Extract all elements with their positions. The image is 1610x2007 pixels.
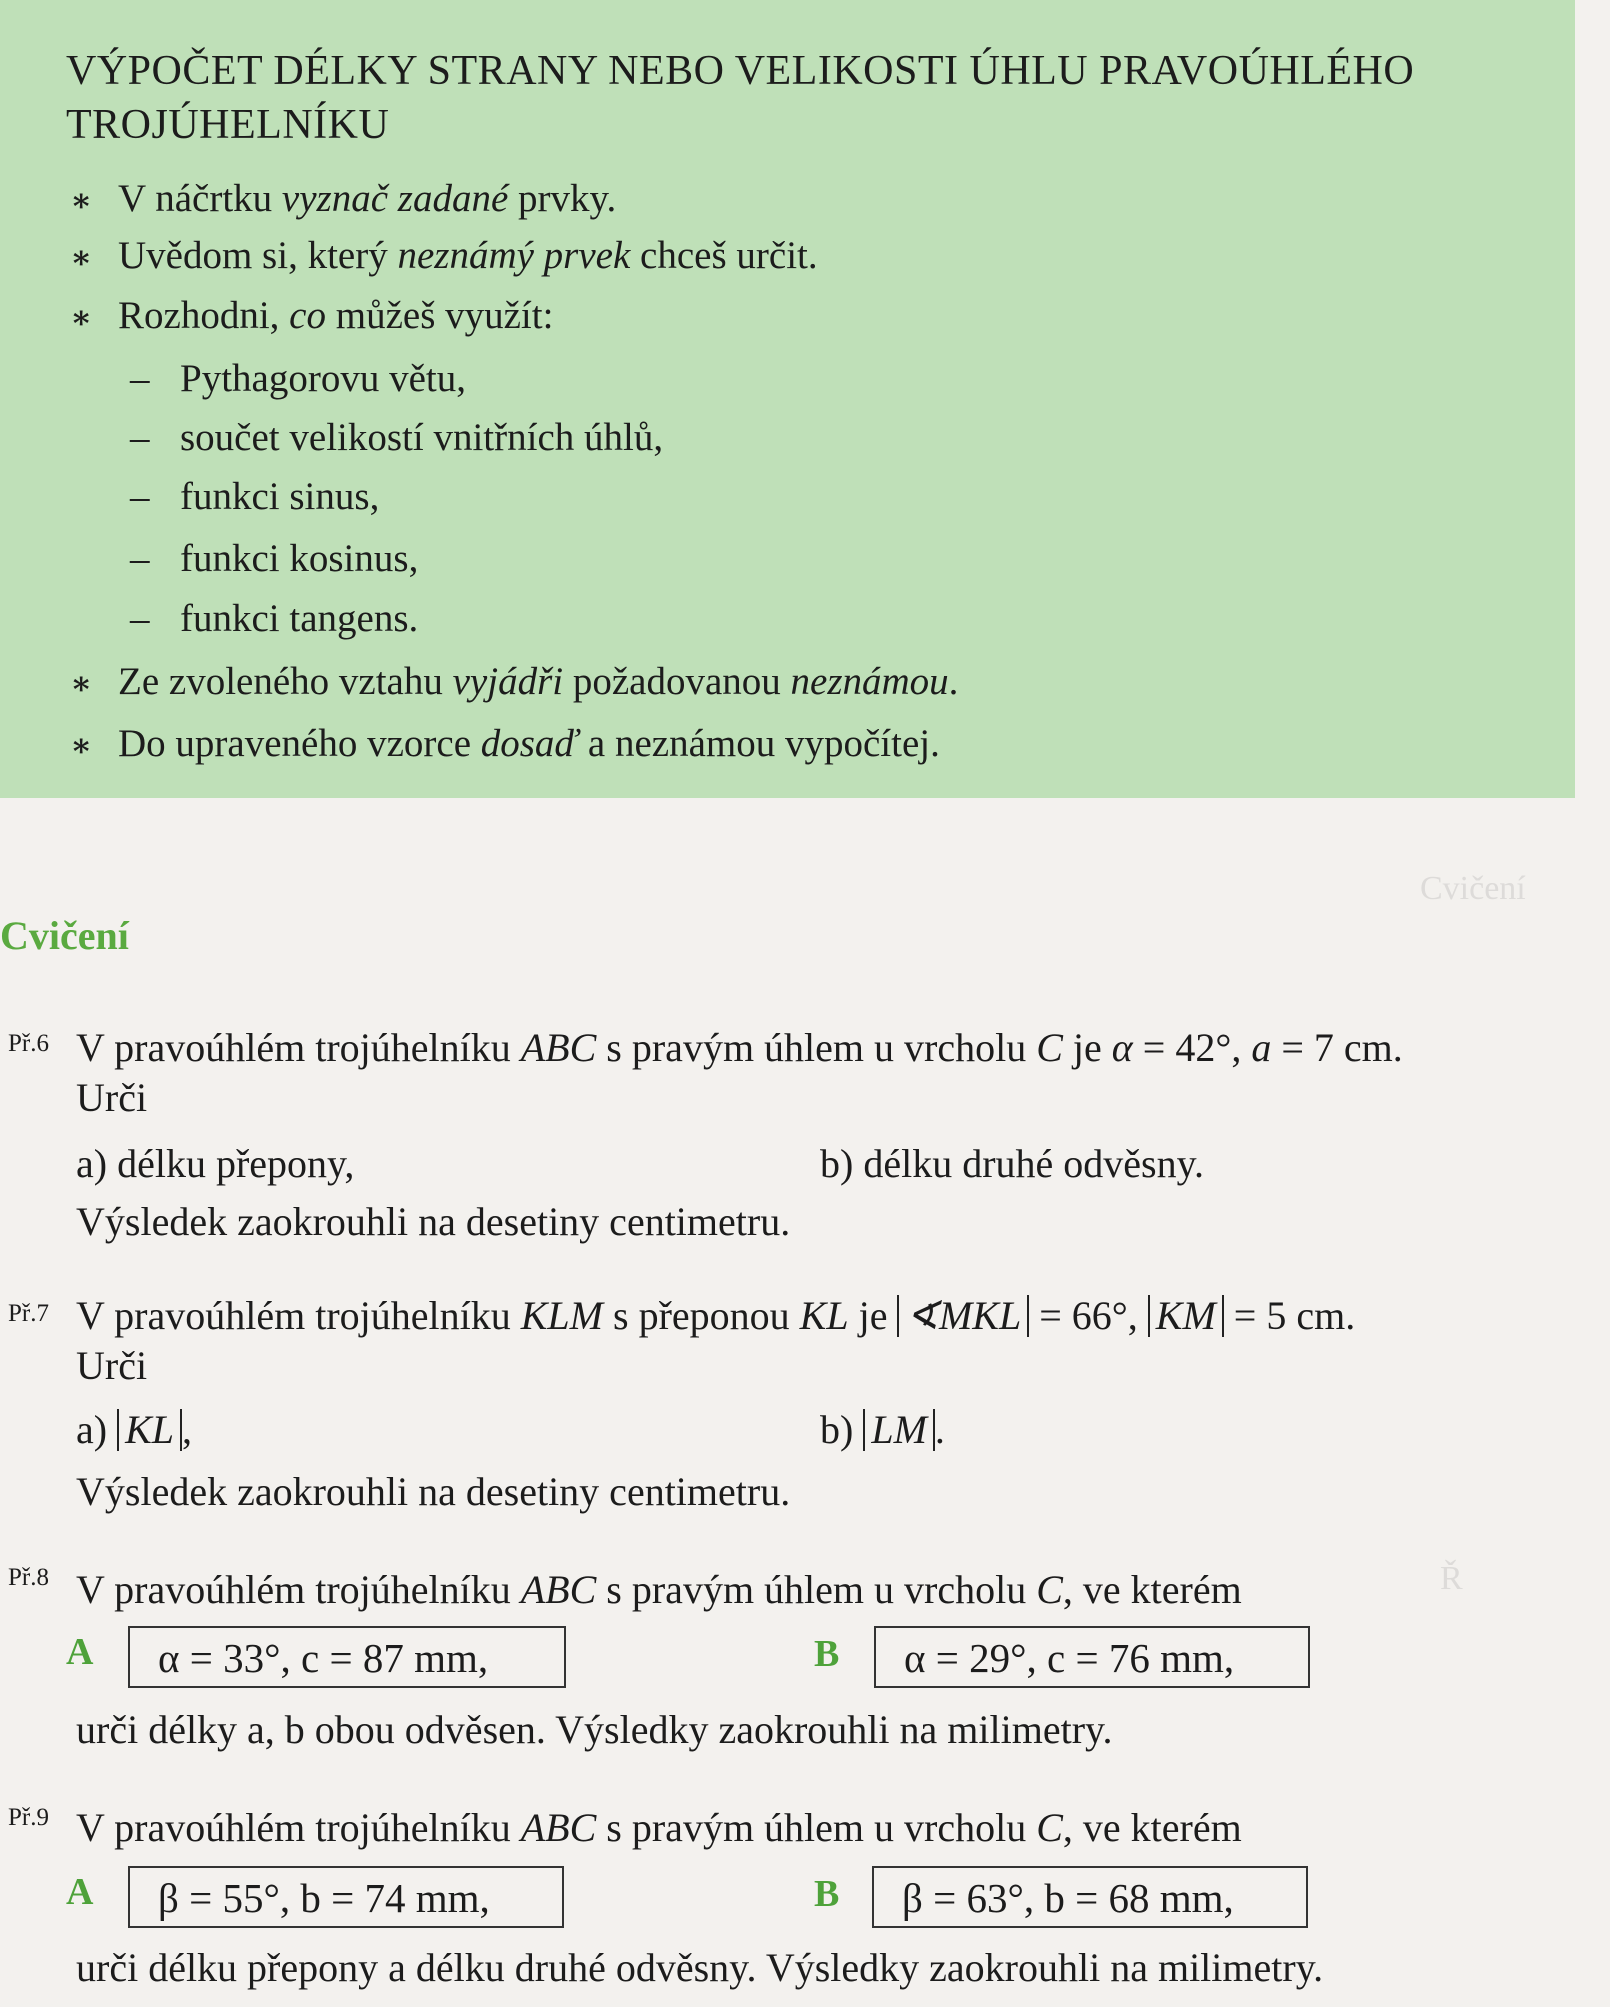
exercise-9-statement: V pravoúhlém trojúhelníku ABC s pravým úhlem u vrcholu C, ve kterém (76, 1805, 1242, 1850)
exercise-7-label: Př.7 (8, 1300, 49, 1327)
option-sine: – funkci sinus, (130, 475, 380, 518)
exercise-7-statement: V pravoúhlém trojúhelníku KLM s přeponou KL je ∢MKL = 66°, KM = 5 cm. (76, 1293, 1356, 1338)
exercise-9-variant-a-letter: A (66, 1871, 94, 1913)
option-angle-sum: – součet velikostí vnitřních úhlů, (130, 416, 664, 459)
exercise-9-variant-b-letter: B (814, 1873, 840, 1915)
exercise-6-statement: V pravoúhlém trojúhelníku ABC s pravým úhlem u vrcholu C je α = 42°, a = 7 cm. (76, 1025, 1403, 1070)
exercise-9-label: Př.9 (8, 1804, 49, 1831)
show-through-text: Cvičení (1420, 870, 1526, 907)
step-4: ∗ Ze zvoleného vztahu vyjádři požadovanou neznámou. (70, 660, 959, 703)
box-title: VÝPOČET DÉLKY STRANY NEBO VELIKOSTI ÚHLU PRAVOÚHLÉHO TROJÚHELNÍKU (66, 48, 1415, 148)
section-title: Cvičení (0, 913, 129, 958)
exercise-7-task: Urči (76, 1343, 148, 1388)
exercise-6-part-a: a) délku přepony, (76, 1141, 355, 1186)
step-3: ∗ Rozhodni, co můžeš využít: (70, 294, 554, 337)
step-1: ∗ V náčrtku vyznač zadané prvky. (70, 177, 617, 220)
exercise-7-part-a: a) KL , (76, 1407, 193, 1452)
exercise-9-note: urči délku přepony a délku druhé odvěsny. Výsledky zaokrouhli na milimetry. (76, 1945, 1324, 1990)
step-5: ∗ Do upraveného vzorce dosaď a neznámou vypočítej. (70, 722, 940, 765)
option-pythagoras: – Pythagorovu větu, (130, 357, 466, 400)
exercise-6-label: Př.6 (8, 1030, 49, 1057)
show-through-text: Ř (1440, 1560, 1463, 1597)
exercise-6-task: Urči (76, 1075, 148, 1120)
exercise-8-variant-a: α = 33°, c = 87 mm, (128, 1626, 566, 1688)
procedure-box (0, 0, 1575, 798)
option-tangent: – funkci tangens. (130, 597, 419, 640)
exercise-7-part-b: b) LM . (820, 1407, 945, 1452)
exercise-6-note: Výsledek zaokrouhli na desetiny centimetru. (76, 1199, 791, 1244)
exercise-9-variant-a: β = 55°, b = 74 mm, (128, 1866, 564, 1928)
exercise-8-variant-a-letter: A (66, 1631, 94, 1673)
exercise-7-note: Výsledek zaokrouhli na desetiny centimetru. (76, 1469, 791, 1514)
exercise-8-label: Př.8 (8, 1564, 49, 1591)
exercise-6-part-b: b) délku druhé odvěsny. (820, 1141, 1204, 1186)
exercise-8-variant-b: α = 29°, c = 76 mm, (874, 1626, 1310, 1688)
exercise-9-variant-b: β = 63°, b = 68 mm, (872, 1866, 1308, 1928)
exercise-8-statement: V pravoúhlém trojúhelníku ABC s pravým úhlem u vrcholu C, ve kterém (76, 1567, 1242, 1612)
step-2: ∗ Uvědom si, který neznámý prvek chceš určit. (70, 234, 818, 277)
exercise-8-variant-b-letter: B (814, 1633, 840, 1675)
exercise-8-note: urči délky a, b obou odvěsen. Výsledky zaokrouhli na milimetry. (76, 1707, 1113, 1752)
option-cosine: – funkci kosinus, (130, 537, 419, 580)
